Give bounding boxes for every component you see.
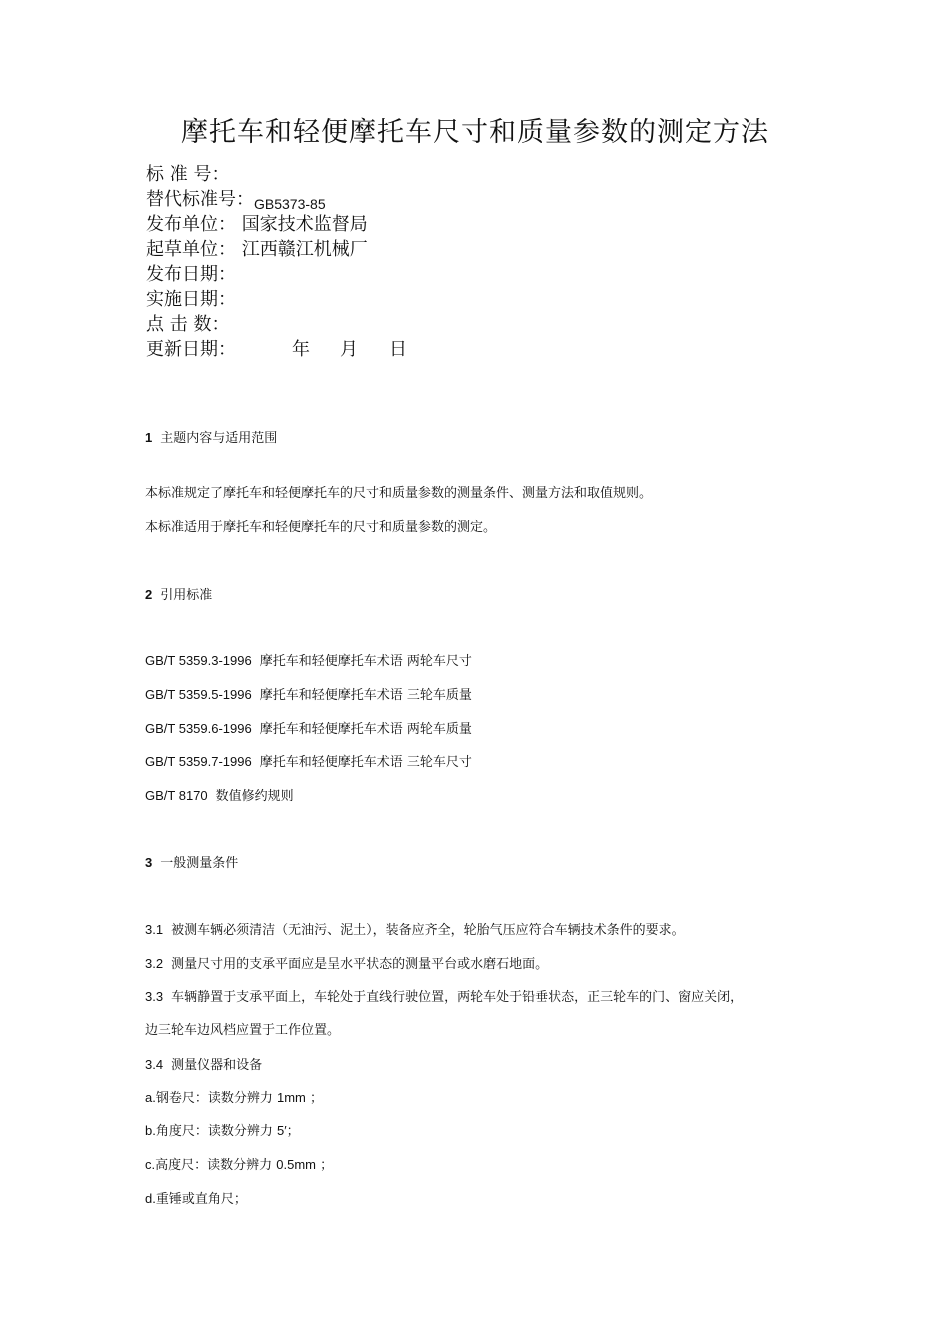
meta-label: 替代标准号： (146, 189, 254, 210)
section-title: 主题内容与适用范围 (160, 431, 278, 446)
reference-item (145, 720, 472, 739)
instrument-item (145, 1156, 333, 1175)
clause-item (145, 921, 685, 940)
update-date-year: 年 (292, 339, 310, 360)
meta-label: 更新日期： (146, 339, 236, 360)
section-number: 2 (145, 587, 153, 602)
clause-text: 车辆静置于支承平面上，车轮处于直线行驶位置，两轮车处于铅垂状态，正三轮车的门、窗应关闭， (171, 990, 744, 1005)
meta-effective-date (146, 288, 236, 312)
clause-number: 3.1 (145, 922, 164, 937)
meta-issuer (146, 213, 368, 237)
meta-drafter (146, 238, 368, 262)
clause-item (145, 955, 548, 974)
reference-code: GB/T 5359.5-1996 (145, 687, 252, 702)
section-number: 3 (145, 855, 153, 870)
paragraph: 本标准适用于摩托车和轻便摩托车的尺寸和质量参数的测定。 (145, 520, 497, 535)
reference-code: GB/T 5359.7-1996 (145, 754, 252, 769)
reference-title: 摩托车和轻便摩托车术语 三轮车尺寸 (259, 755, 472, 770)
section-title: 引用标准 (160, 588, 213, 603)
meta-label: 起草单位： (146, 239, 236, 260)
meta-label: 点 击 数： (146, 314, 230, 335)
reference-code: GB/T 5359.3-1996 (145, 653, 252, 668)
section-number: 1 (145, 430, 153, 445)
meta-label: 发布日期： (146, 264, 236, 285)
meta-standard-number (146, 163, 229, 187)
meta-issue-date (146, 263, 236, 287)
instrument-item (145, 1089, 323, 1108)
item-text: 重锤或直角尺； (155, 1192, 247, 1207)
meta-label: 发布单位： (146, 214, 236, 235)
clause-item (145, 1056, 262, 1075)
clause-number: 3.3 (145, 989, 164, 1004)
instrument-item (145, 1190, 247, 1209)
meta-click-count (146, 313, 229, 337)
item-value: 1mm (276, 1090, 306, 1105)
item-prefix: b. (145, 1123, 156, 1138)
reference-title: 数值修约规则 (215, 789, 294, 804)
item-text: 角度尺：读数分辨力 (155, 1124, 277, 1139)
section-2-heading (145, 586, 212, 605)
clause-number: 3.2 (145, 956, 164, 971)
item-text: 钢卷尺：读数分辨力 (155, 1091, 277, 1106)
meta-value: 江西赣江机械厂 (241, 239, 368, 260)
clause-text: 被测车辆必须清洁（无油污、泥土），装备应齐全，轮胎气压应符合车辆技术条件的要求。 (171, 923, 685, 938)
section-3-heading (145, 854, 238, 873)
item-value: 0.5mm (276, 1157, 316, 1172)
clause-continuation: 边三轮车边风档应置于工作位置。 (145, 1023, 341, 1038)
section-title: 一般测量条件 (160, 856, 239, 871)
reference-title: 摩托车和轻便摩托车术语 两轮车尺寸 (259, 654, 472, 669)
reference-code: GB/T 5359.6-1996 (145, 721, 252, 736)
clause-number: 3.4 (145, 1057, 164, 1072)
reference-item (145, 787, 294, 806)
meta-replaced-standard (146, 188, 326, 212)
meta-label: 实施日期： (146, 289, 236, 310)
meta-label: 标 准 号： (146, 164, 230, 185)
clause-text: 测量仪器和设备 (171, 1058, 263, 1073)
update-date-day: 日 (389, 339, 407, 360)
meta-update-date (146, 338, 236, 362)
reference-code: GB/T 8170 (145, 788, 208, 803)
reference-title: 摩托车和轻便摩托车术语 两轮车质量 (259, 722, 472, 737)
item-suffix: ； (316, 1158, 334, 1173)
document-title: 摩托车和轻便摩托车尺寸和质量参数的测定方法 (181, 117, 769, 148)
instrument-item (145, 1122, 300, 1141)
item-suffix: ； (286, 1124, 300, 1139)
reference-item (145, 652, 472, 671)
meta-value: 国家技术监督局 (241, 214, 368, 235)
section-1-heading (145, 429, 277, 448)
paragraph: 本标准规定了摩托车和轻便摩托车的尺寸和质量参数的测量条件、测量方法和取值规则。 (145, 486, 653, 501)
item-value: 5′ (276, 1123, 287, 1138)
clause-text: 测量尺寸用的支承平面应是呈水平状态的测量平台或水磨石地面。 (171, 957, 549, 972)
item-text: 高度尺：读数分辨力 (155, 1158, 277, 1173)
reference-item (145, 753, 472, 772)
item-suffix: ； (305, 1091, 324, 1106)
item-prefix: a. (145, 1090, 156, 1105)
update-date-month: 月 (340, 339, 358, 360)
clause-item (145, 988, 743, 1007)
reference-item (145, 686, 472, 705)
item-prefix: d. (145, 1191, 156, 1206)
reference-title: 摩托车和轻便摩托车术语 三轮车质量 (259, 688, 472, 703)
item-prefix: c. (145, 1157, 156, 1172)
meta-value: GB5373-85 (254, 196, 326, 212)
